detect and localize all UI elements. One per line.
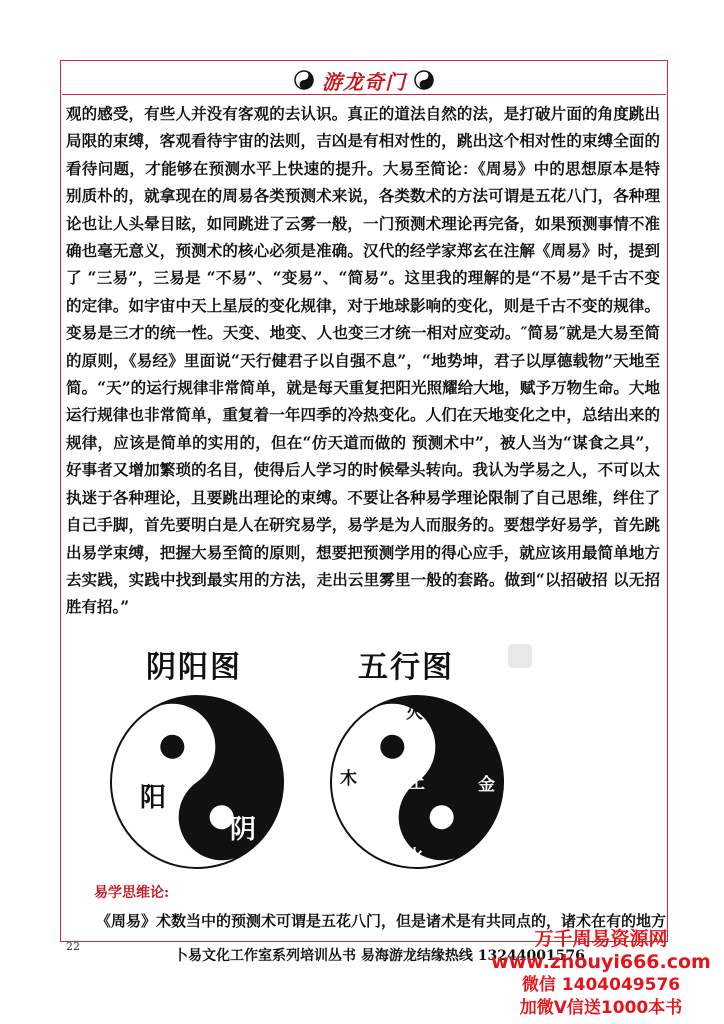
- diagrams-area: [88, 640, 648, 880]
- body-paragraph: 观的感受，有些人并没有客观的去认识。真正的道法自然的法，是打破片面的角度跳出局限的束缚，客观看待宇宙的法则，吉凶是有相对性的，跳出这个相对性的束缚全面的看待问题，才能够在预测水平上快速的提升。大易至简论：《周易》中的思想原本是特别质朴的，就拿现在的周易各类预测术来说，各类数术的方法可谓是五花八门，各种理论也让人头晕目眩，如同跳进了云雾一般，一门预测术理论再完备，如果预测事情不准确也毫无意义，预测术的核心必须是准确。汉代的经学家郑玄在注解《周易》时，提到了 “三易”，三易是 “不易”、“变易”、“简易”。这里我的理解的是“不易”是千古不变的定律。如宇宙中天上星辰的变化规律，对于地球影响的变化，则是千古不变的规律。变易是三才的统一性。天变、地变、人也变三才统一相对应变动。″简易″就是大易至简的原则，《易经》里面说“天行健君子以自强不息”，“地势坤，君子以厚德载物”天地至简。“天”的运行规律非常简单，就是每天重复把阳光照耀给大地，赋予万物生命。大地运行规律也非常简单，重复着一年四季的冷热变化。人们在天地变化之中，总结出来的规律，应该是简单的实用的，但在“仿天道而做的 预测术中”，被人当为“谋食之具”，好事者又增加繁琐的名目，使得后人学习的时候晕头转向。我认为学易之人，不可以太执迷于各种理论，且要跳出理论的束缚。不要让各种易学理论限制了自己思维，绊住了自己手脚，首先要明白是人在研究易学，易学是为人而服务的。要想学好易学，首先跳出易学束缚，把握大易至简的原则，想要把预测学用的得心应手，就应该用最简单地方去实践，实践中找到最实用的方法，走出云里雾里一般的套路。做到“以招破招 以无招胜有招。”: [66, 104, 660, 617]
- yang-label: 阳: [140, 783, 167, 813]
- wood-label: 木: [340, 769, 357, 789]
- body-text: [66, 100, 660, 621]
- page-header: [60, 66, 668, 94]
- section-first-line: 《周易》术数当中的预测术可谓是五花八门，但是诸术是有共同点的，诸术在有的地方: [96, 912, 667, 930]
- taiji-icon: [414, 70, 434, 90]
- fire-label: 火: [406, 703, 423, 723]
- footer-text: 卜易文化工作室系列培训丛书 易海游龙结缘热线 13244001576: [174, 948, 585, 964]
- yin-label: 阴: [230, 815, 257, 845]
- wuxing-title: 五行图: [358, 650, 454, 685]
- header-title: 游龙奇门: [322, 69, 406, 94]
- watermark-line: 微信 1404049576: [521, 975, 681, 995]
- watermark: [486, 928, 716, 1020]
- wuxing-diagram: [322, 692, 512, 872]
- section-heading: 易学思维论:: [94, 885, 170, 901]
- watermark-line: 加微V信送1000本书: [519, 998, 683, 1018]
- zoom-icon[interactable]: [508, 644, 532, 668]
- yinyang-diagram: [102, 692, 292, 872]
- page-number: 22: [66, 940, 80, 953]
- watermark-line: 万千周易资源网: [534, 928, 668, 950]
- water-label: 水: [406, 847, 423, 867]
- taiji-icon: [294, 70, 314, 90]
- yinyang-title: 阴阳图: [146, 650, 242, 685]
- header-divider: [62, 94, 666, 95]
- earth-label: 土: [408, 773, 425, 793]
- metal-label: 金: [478, 775, 495, 795]
- watermark-url: www.zhouyi666.com: [491, 951, 711, 973]
